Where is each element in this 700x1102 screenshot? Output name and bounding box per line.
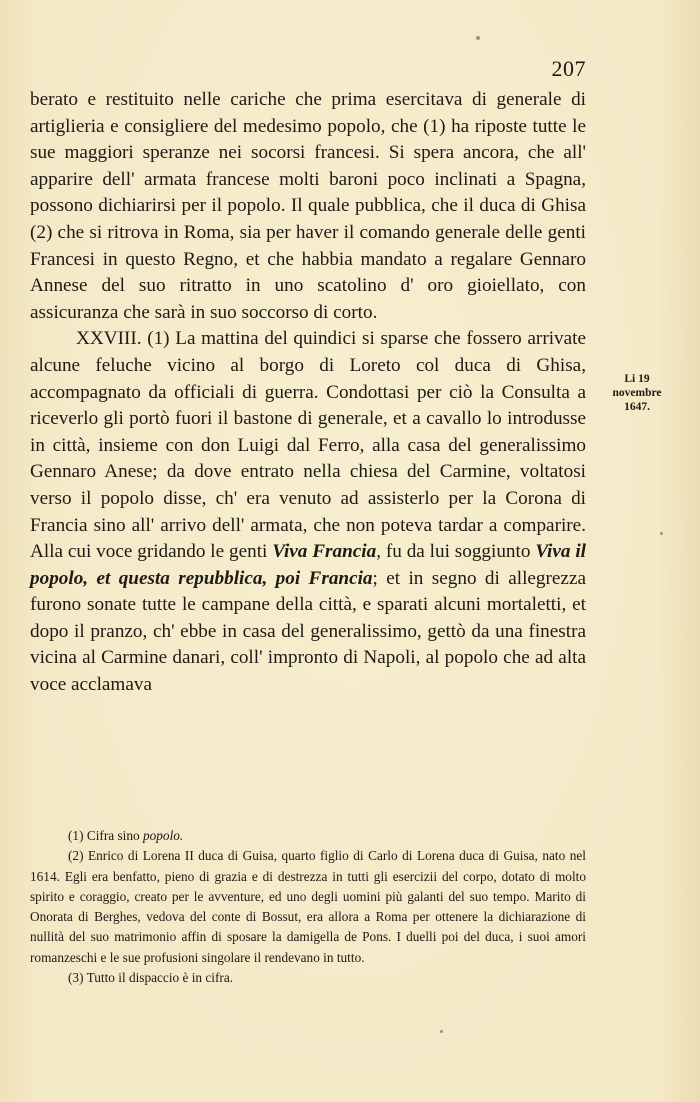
margin-note-line-2: novembre bbox=[612, 387, 662, 399]
footnotes bbox=[30, 826, 586, 988]
paragraph-2-end: ; et in segno di allegrezza furono sonate tutte le campane della città, e sparati alcuni mortaletti, et dopo il pranzo, ch' ebbe in casa del generalissimo, gettò da una finestra vicina al Carmine danari, coll' impronto di Napoli, al popolo che ad alta voce acclamava bbox=[30, 567, 586, 696]
page-speck bbox=[476, 36, 480, 40]
italic-viva-il-popolo: Viva il popolo, et questa repubblica, poi Francia bbox=[30, 541, 587, 589]
page-speck bbox=[660, 532, 663, 535]
paragraph-2 bbox=[30, 326, 586, 698]
page-number: 207 bbox=[551, 56, 586, 81]
italic-viva-francia: Viva Francia bbox=[272, 541, 377, 563]
margin-note-line-1: Li 19 bbox=[624, 373, 650, 385]
margin-date-note bbox=[603, 372, 671, 414]
footnote-1 bbox=[30, 826, 586, 846]
footnote-1-prefix: (1) Cifra sino bbox=[68, 828, 143, 843]
footnote-1-italic: popolo. bbox=[142, 828, 184, 843]
page-speck bbox=[440, 1030, 443, 1033]
paragraph-2-start: XXVIII. (1) La mattina del quindici si sparse che fossero arrivate alcune feluche vicino al borgo di Loreto col duca di Ghisa, accompagnato da officiali di guerra. Condottasi per ciò la Consulta a riceverlo gli portò fuori il bastone di generale, et a cavallo lo introdusse in città, insieme con don Luigi dal Ferro, alla casa del generalissimo Gennaro Anese; da dove entrato nella chiesa del Carmine, voltatosi verso il popolo disse, ch' era venuto ad assisterlo per la Corona di Francia sino all' arrivo dell' armata, che non poteva tardar a comparire. Alla cui voce gridando le genti bbox=[30, 328, 586, 563]
body-text bbox=[30, 87, 586, 699]
paragraph-2-mid: , fu da lui soggiunto bbox=[376, 541, 536, 563]
footnote-2: (2) Enrico di Lorena II duca di Guisa, quarto figlio di Carlo di Lorena duca di Guisa, nato nel 1614. Egli era benfatto, pieno di grazia e di destrezza in tutti gli esercizii del corpo, dotato di molto spirito e coraggio, creato per le avventure, ed uno degli uomini più galanti del suo tempo. Marito di Onorata di Berghes, vedova del conte di Bossut, era allora a Roma per ottenere la dichiarazione di nullità del suo matrimonio affin di sposare la damigella de Pons. I duelli poi del duca, i suoi amori romanzeschi e le sue profusioni singolare il rendevano in tutto. bbox=[30, 848, 586, 965]
paragraph-1: berato e restituito nelle cariche che prima esercitava di generale di artiglieria e consigliere del medesimo popolo, che (1) ha riposte tutte le sue maggiori speranze nei socorsi francesi. Si spera ancora, che all' apparire dell' armata francese molti baroni poco inclinati a Spagna, possono dichiarirsi per il popolo. Il quale pubblica, che il duca di Ghisa (2) che si ritrova in Roma, sia per haver il comando generale delle genti Francesi in questo Regno, et che habbia mandato a regalare Gennaro Annese del suo ritratto in uno scatolino d' oro gioiellato, con assicuranza che sarà in suo soccorso di corto. bbox=[30, 89, 586, 323]
footnote-3: (3) Tutto il dispaccio è in cifra. bbox=[68, 970, 234, 986]
margin-note-line-3: 1647. bbox=[624, 401, 650, 413]
